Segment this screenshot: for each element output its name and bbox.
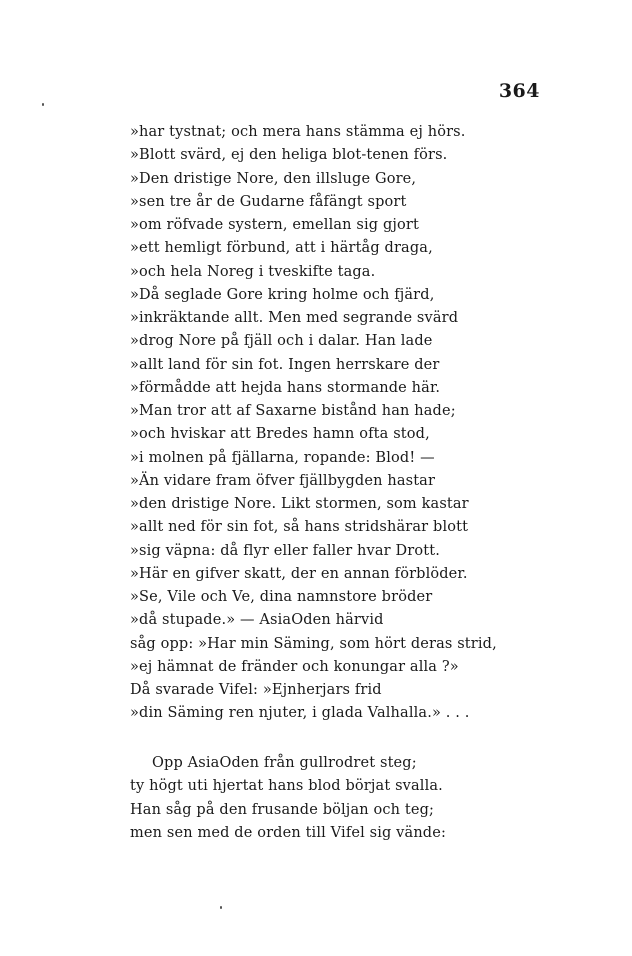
verse-line: ty högt uti hjertat hans blod börjat svalla. <box>130 778 443 795</box>
speck-mark <box>42 103 44 106</box>
verse-line: »sen tre år de Gudarne fåfängt sport <box>130 193 407 210</box>
verse-line: Opp AsiaOden från gullrodret steg; <box>152 755 417 771</box>
verse-line: »har tystnat; och mera hans stämma ej hörs. <box>130 124 466 140</box>
verse-line: »Blott svärd, ej den heliga blot-tenen förs. <box>130 147 448 164</box>
verse-line: »Här en gifver skatt, der en annan förblöder. <box>130 565 468 582</box>
stanza-2 <box>130 752 550 845</box>
verse-line: Då svarade Vifel: »Ejnherjars frid <box>130 682 382 698</box>
verse-line: men sen med de orden till Vifel sig vände: <box>130 824 447 841</box>
verse-line: »Se, Vile och Ve, dina namnstore bröder <box>130 589 433 605</box>
verse-line: såg opp: »Har min Säming, som hört deras strid, <box>130 635 497 652</box>
verse-line: »inkräktande allt. Men med segrande svärd <box>130 310 459 326</box>
verse-line: »om röfvade systern, emellan sig gjort <box>130 217 419 233</box>
verse-line: »Då seglade Gore kring holme och fjärd, <box>130 286 435 303</box>
verse-line: »då stupade.» — AsiaOden härvid <box>130 612 384 629</box>
verse-line: »förmådde att hejda hans stormande här. <box>130 379 441 396</box>
verse-line: »ett hemligt förbund, att i härtåg draga, <box>130 240 433 257</box>
verse-line: »ej hämnat de fränder och konungar alla ?» <box>130 658 459 675</box>
verse-line: »Man tror att af Saxarne bistånd han hade; <box>130 403 456 419</box>
speck-mark <box>220 906 222 909</box>
verse-line: »i molnen på fjällarna, ropande: Blod! — <box>130 449 435 466</box>
verse-line: »allt ned för sin fot, så hans stridshärar blott <box>130 519 469 536</box>
verse-line: »Än vidare fram öfver fjällbygden hastar <box>130 472 436 489</box>
verse-line: »och hviskar att Bredes hamn ofta stod, <box>130 426 430 443</box>
verse-line: »den dristige Nore. Likt stormen, som kastar <box>130 496 469 512</box>
verse-line: Han såg på den frusande böljan och teg; <box>130 801 435 818</box>
verse-line: »sig väpna: då flyr eller faller hvar Drott. <box>130 542 440 559</box>
verse-line: »din Säming ren njuter, i glada Valhalla.» . . . <box>130 705 470 722</box>
verse-line: »Den dristige Nore, den illsluge Gore, <box>130 170 417 187</box>
verse-line: »och hela Noreg i tveskifte taga. <box>130 263 376 280</box>
verse-line: »allt land för sin fot. Ingen herrskare der <box>130 356 440 373</box>
verse-line: »drog Nore på fjäll och i dalar. Han lade <box>130 333 433 350</box>
stanza-1 <box>130 121 550 726</box>
page-number: 364 <box>498 80 540 102</box>
